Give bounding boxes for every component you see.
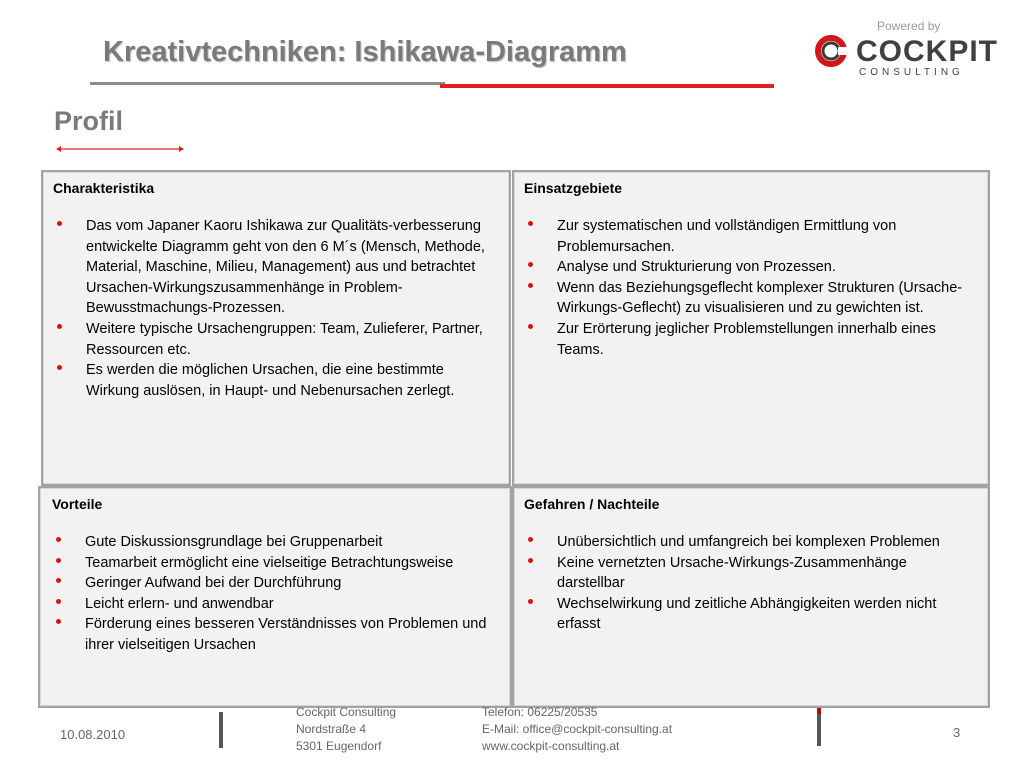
panel-gefahren-nachteile bbox=[512, 486, 990, 708]
panel-einsatzgebiete bbox=[512, 170, 990, 486]
list-item: Keine vernetzten Ursache-Wirkungs-Zusammenhänge darstellbar bbox=[524, 553, 978, 594]
footer-contact bbox=[482, 704, 672, 755]
footer-date: 10.08.2010 bbox=[60, 727, 126, 742]
list-item: Förderung eines besseren Verständnisses von Problemen und ihrer vielseitigen Ursachen bbox=[52, 614, 498, 655]
footer-divider bbox=[817, 714, 821, 746]
list-item: Geringer Aufwand bei der Durchführung bbox=[52, 573, 498, 594]
list-item: Unübersichtlich und umfangreich bei komplexen Problemen bbox=[524, 532, 978, 553]
title-underline-red bbox=[440, 84, 774, 88]
list-item: Analyse und Strukturierung von Prozessen. bbox=[524, 257, 978, 278]
panel-vorteile bbox=[38, 486, 512, 708]
list-item: Gute Diskussionsgrundlage bei Gruppenarbeit bbox=[52, 532, 498, 553]
panel-heading: Charakteristika bbox=[53, 180, 155, 196]
powered-by-label: Powered by bbox=[877, 19, 941, 33]
list-item: Wechselwirkung und zeitliche Abhängigkeiten werden nicht erfasst bbox=[524, 594, 978, 635]
panel-heading: Vorteile bbox=[52, 496, 103, 512]
slide-footer bbox=[0, 700, 1024, 768]
footer-city: 5301 Eugendorf bbox=[296, 739, 382, 753]
footer-company: Cockpit Consulting bbox=[296, 705, 397, 719]
page-number: 3 bbox=[953, 725, 961, 740]
title-underline-grey bbox=[90, 82, 445, 85]
list-item: Zur systematischen und vollständigen Ermittlung von Problemursachen. bbox=[524, 216, 978, 257]
section-arrow-icon bbox=[55, 143, 185, 155]
list-item: Das vom Japaner Kaoru Ishikawa zur Qualitäts-verbesserung entwickelte Diagramm geht von den 6 M´s (Mensch, Methode, Material, Maschine, Milieu, Management) aus und betrachtet Ursachen-Wirkungszusammenhänge in Problem-Bewusstmachungs-Prozessen. bbox=[53, 216, 499, 319]
cockpit-consulting-logo bbox=[814, 34, 998, 80]
list-item: Es werden die möglichen Ursachen, die eine bestimmte Wirkung auslösen, in Haupt- und Nebenursachen zerlegt. bbox=[53, 360, 499, 401]
section-title: Profil bbox=[54, 106, 124, 136]
footer-phone: Telefon: 06225/20535 bbox=[482, 705, 598, 719]
panel-heading: Einsatzgebiete bbox=[524, 180, 623, 196]
bullet-list bbox=[52, 532, 498, 656]
footer-divider bbox=[219, 712, 223, 748]
bullet-list bbox=[524, 532, 978, 635]
logo-ring-icon bbox=[814, 34, 848, 68]
list-item: Wenn das Beziehungsgeflecht komplexer Strukturen (Ursache-Wirkungs-Geflecht) zu visualisieren und zu gewichten ist. bbox=[524, 278, 978, 319]
list-item: Zur Erörterung jeglicher Problemstellungen innerhalb eines Teams. bbox=[524, 319, 978, 360]
logo-subtitle: CONSULTING bbox=[859, 67, 964, 78]
footer-web: www.cockpit-consulting.at bbox=[482, 739, 620, 753]
slide-title: Kreativtechniken: Ishikawa-Diagramm bbox=[103, 36, 627, 68]
list-item: Weitere typische Ursachengruppen: Team, Zulieferer, Partner, Ressourcen etc. bbox=[53, 319, 499, 360]
footer-address bbox=[296, 704, 396, 755]
panel-heading: Gefahren / Nachteile bbox=[524, 496, 660, 512]
bullet-list bbox=[524, 216, 978, 360]
footer-street: Nordstraße 4 bbox=[296, 722, 367, 736]
list-item: Teamarbeit ermöglicht eine vielseitige Betrachtungsweise bbox=[52, 553, 498, 574]
logo-name: COCKPIT bbox=[856, 35, 998, 68]
footer-email: E-Mail: office@cockpit-consulting.at bbox=[482, 722, 673, 736]
bullet-list bbox=[53, 216, 499, 401]
panel-charakteristika bbox=[41, 170, 511, 486]
list-item: Leicht erlern- und anwendbar bbox=[52, 594, 498, 615]
